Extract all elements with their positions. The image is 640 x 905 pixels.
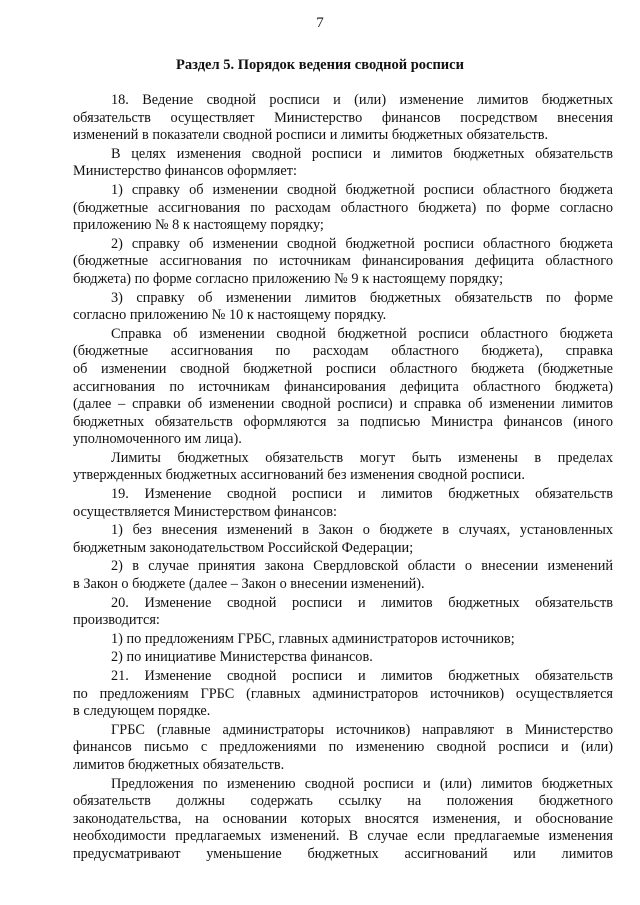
paragraph-line: 2) по инициативе Министерства финансов. [111, 649, 373, 666]
paragraph [73, 649, 613, 667]
paragraph [73, 326, 613, 449]
paragraph-line: Министерство финансов оформляет: [73, 163, 297, 180]
paragraph-line: 21. Изменение сводной росписи и лимитов бюджетных обязательств [111, 668, 613, 684]
paragraph-line: (далее – справки об изменении сводной росписи) и справка об изменении лимитов [73, 396, 613, 413]
paragraph-line: 1) справку об изменении сводной бюджетной росписи областного бюджета [111, 181, 613, 198]
paragraph-line: (бюджетные ассигнования по расходам областного бюджета), справка [73, 343, 613, 360]
paragraph-line: законодательства, на основании которых вносятся изменения, и обоснование [73, 810, 613, 827]
paragraph-line: 1) без внесения изменений в Закон о бюджете в случаях, установленных [111, 522, 613, 539]
paragraph-line: согласно приложению № 10 к настоящему порядку. [73, 307, 387, 324]
section-heading: Раздел 5. Порядок ведения сводной росписи [176, 57, 464, 73]
paragraph [73, 522, 613, 557]
paragraph [73, 486, 613, 521]
paragraph-line: 1) по предложениям ГРБС, главных администраторов источников; [111, 630, 515, 647]
paragraph-line: (бюджетные ассигнования по расходам областного бюджета) по форме согласно [73, 199, 613, 216]
paragraph [73, 92, 613, 145]
paragraph-line: 2) в случае принятия закона Свердловской области о внесении изменений [111, 558, 613, 575]
paragraph-line: лимитов бюджетных обязательств. [73, 756, 285, 773]
paragraph-line: бюджетных обязательств оформляются за подписью Министра финансов (иного [73, 413, 613, 430]
paragraph-line: обязательств осуществляет Министерство финансов посредством внесения [73, 109, 613, 126]
paragraph-line: об изменении сводной бюджетной росписи областного бюджета (бюджетные [73, 360, 613, 377]
paragraph-line: 20. Изменение сводной росписи и лимитов бюджетных обязательств [111, 594, 613, 611]
paragraph-line: Предложения по изменению сводной росписи и (или) лимитов бюджетных [111, 775, 613, 792]
paragraph-line: 18. Ведение сводной росписи и (или) изменение лимитов бюджетных [111, 92, 613, 108]
paragraph-line: бюджетным законодательством Российской Федерации; [73, 539, 414, 556]
paragraph-line: утвержденных бюджетных ассигнований без изменения сводной росписи. [73, 467, 525, 484]
paragraph-line: предусматривают уменьшение бюджетных ассигнований или лимитов [73, 845, 613, 862]
paragraph-line: бюджета) по форме согласно приложению № 9 к настоящему порядку; [73, 270, 504, 287]
paragraph [73, 236, 613, 289]
paragraph [73, 776, 613, 864]
paragraph [73, 182, 613, 235]
paragraph-line: по предложениям ГРБС (главных администраторов источников) осуществляется [73, 685, 613, 702]
paragraph-line: (бюджетные ассигнования по источникам финансирования дефицита областного [73, 253, 613, 270]
paragraph [73, 595, 613, 630]
paragraph-line: Справка об изменении сводной бюджетной росписи областного бюджета [111, 325, 613, 342]
document-body [73, 92, 613, 865]
paragraph-line: ГРБС (главные администраторы источников) направляют в Министерство [111, 721, 613, 738]
paragraph-line: 3) справку об изменении лимитов бюджетных обязательств по форме [111, 289, 613, 306]
paragraph-line: изменений в показатели сводной росписи и лимиты бюджетных обязательств. [73, 127, 549, 144]
page-number: 7 [316, 15, 324, 31]
paragraph [73, 668, 613, 721]
paragraph [73, 450, 613, 485]
paragraph-line: уполномоченного им лица). [73, 431, 242, 448]
paragraph-line: финансов письмо с предложениями по изменению сводной росписи и (или) [73, 739, 613, 756]
paragraph [73, 631, 613, 649]
paragraph-line: обязательств должны содержать ссылку на положения бюджетного [73, 793, 613, 810]
paragraph [73, 722, 613, 775]
paragraph-line: осуществляется Министерством финансов: [73, 503, 337, 520]
paragraph-line: Лимиты бюджетных обязательств могут быть изменены в пределах [111, 449, 613, 466]
paragraph-line: в следующем порядке. [73, 703, 211, 720]
paragraph [73, 290, 613, 325]
paragraph [73, 558, 613, 593]
paragraph-line: ассигнования по источникам финансирования дефицита областного бюджета) [73, 378, 613, 395]
paragraph-line: производится: [73, 612, 160, 629]
paragraph-line: необходимости предлагаемых изменений. В случае если предлагаемые изменения [73, 828, 613, 845]
paragraph-line: 19. Изменение сводной росписи и лимитов бюджетных обязательств [111, 486, 613, 503]
paragraph [73, 146, 613, 181]
paragraph-line: 2) справку об изменении сводной бюджетной росписи областного бюджета [111, 235, 613, 252]
paragraph-line: приложению № 8 к настоящему порядку; [73, 217, 324, 234]
paragraph-line: в Закон о бюджете (далее – Закон о внесении изменений). [73, 576, 425, 593]
paragraph-line: В целях изменения сводной росписи и лимитов бюджетных обязательств [111, 145, 613, 162]
